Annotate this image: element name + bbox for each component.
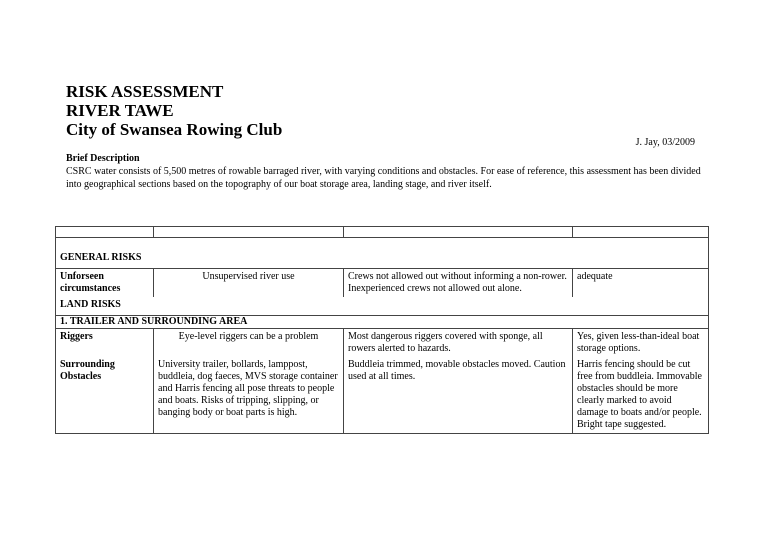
brief-description — [66, 152, 706, 191]
table-row — [56, 269, 709, 298]
title-line-3: City of Swansea Rowing Club — [66, 120, 283, 139]
author-date: J. Jay, 03/2009 — [635, 137, 695, 148]
risk-cell: Eye-level riggers can be a problem — [154, 329, 344, 358]
land-risks-heading-row — [56, 297, 709, 316]
general-risks-heading-row — [56, 238, 709, 269]
title-line-1: RISK ASSESSMENT — [66, 82, 224, 101]
general-risks-heading: GENERAL RISKS — [56, 238, 709, 269]
brief-text: CSRC water consists of 5,500 metres of rowable barraged river, with varying conditions and obstacles. For ease of reference, this assessment has been divided into geographical sections based on the topography of our boat storage area, landing stage, and river itself. — [66, 166, 701, 190]
brief-heading: Brief Description — [66, 153, 140, 164]
risk-table — [55, 226, 709, 434]
assessment-cell: Harris fencing should be cut free from buddleia. Immovable obstacles should be more clearly marked to avoid damage to boats and/or people. Bright tape suggested. — [573, 357, 709, 434]
control-cell: Most dangerous riggers covered with sponge, all rowers alerted to hazards. — [344, 329, 573, 358]
table-row — [56, 357, 709, 434]
risk-cell: University trailer, bollards, lamppost, buddleia, dog faeces, MVS storage container and Harris fencing all pose threats to people and boats. Risks of tripping, slipping, or banging body or boat parts is high. — [154, 357, 344, 434]
hazard-cell: Surrounding Obstacles — [56, 357, 154, 434]
table-row — [56, 329, 709, 358]
hazard-cell: Unforseen circumstances — [56, 269, 154, 298]
land-risks-heading: LAND RISKS — [56, 297, 709, 316]
assessment-cell: Yes, given less-than-ideal boat storage options. — [573, 329, 709, 358]
hazard-cell: Riggers — [56, 329, 154, 358]
land-subsection-row — [56, 316, 709, 329]
control-cell: Buddleia trimmed, movable obstacles moved. Caution used at all times. — [344, 357, 573, 434]
risk-cell: Unsupervised river use — [154, 269, 344, 298]
control-cell: Crews not allowed out without informing a non-rower. Inexperienced crews not allowed out alone. — [344, 269, 573, 298]
title-line-2: RIVER TAWE — [66, 101, 174, 120]
assessment-cell: adequate — [573, 269, 709, 298]
document-title-block — [66, 82, 282, 139]
table-header-row — [56, 227, 709, 238]
trailer-subsection-heading: 1. TRAILER AND SURROUNDING AREA — [56, 316, 709, 329]
